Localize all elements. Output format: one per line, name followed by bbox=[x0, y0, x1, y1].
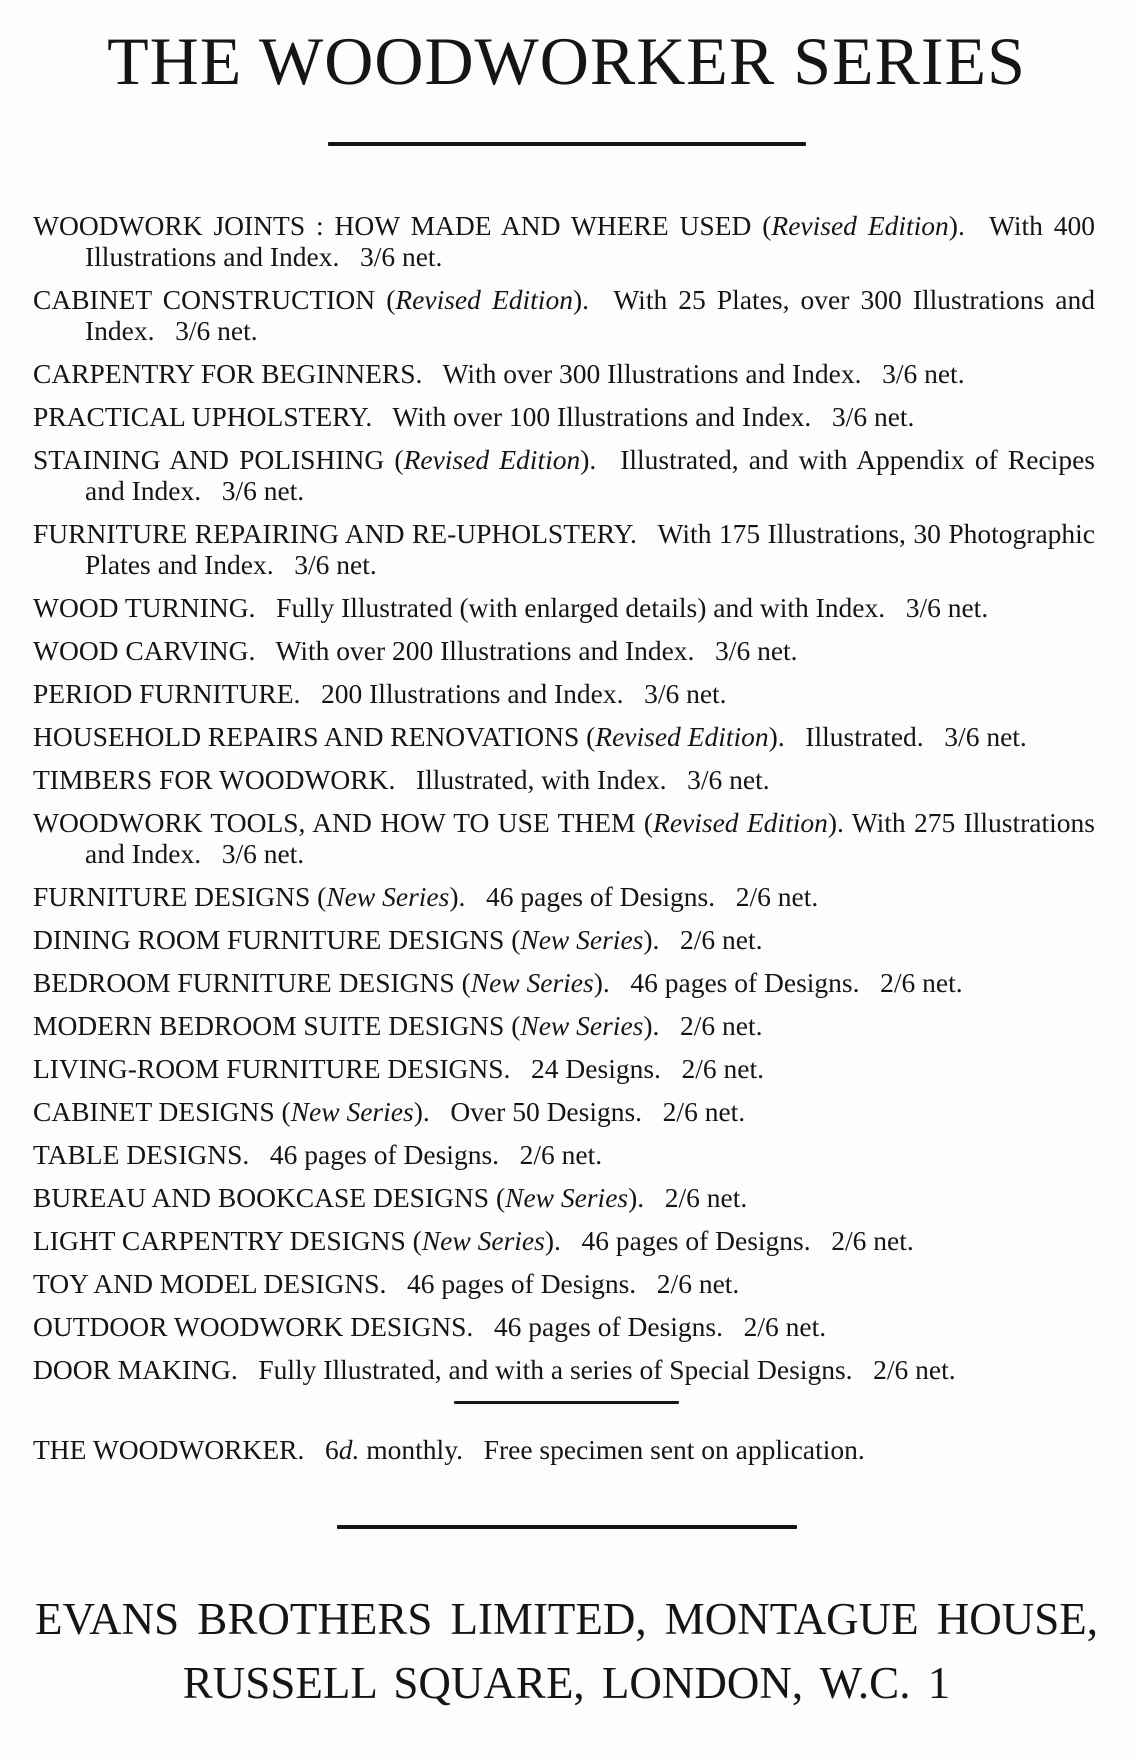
entry-text: STAINING AND POLISHING ( bbox=[33, 444, 404, 475]
entry-text: BUREAU AND BOOKCASE DESIGNS ( bbox=[33, 1182, 506, 1213]
entry-text: LIGHT CARPENTRY DESIGNS ( bbox=[33, 1225, 422, 1256]
entry-text: WOODWORK JOINTS : HOW MADE AND WHERE USED ( bbox=[33, 210, 772, 241]
entry-text: FURNITURE DESIGNS ( bbox=[33, 881, 327, 912]
edition-note: New Series bbox=[520, 924, 644, 955]
catalog-entry bbox=[33, 1354, 1095, 1385]
catalog-entry bbox=[33, 807, 1095, 869]
catalog-entry bbox=[33, 210, 1095, 272]
entry-text: FURNITURE REPAIRING AND RE-UPHOLSTERY. With 175 Illustrations, 30 Photographic Plates and Index. 3/6 net. bbox=[33, 518, 1095, 580]
catalog-entry bbox=[33, 358, 1095, 389]
entry-text: ). With 25 Plates, over 300 Illustrations and Index. 3/6 net. bbox=[85, 284, 1095, 346]
edition-note: Revised Edition bbox=[403, 444, 581, 475]
periodical-text: THE WOODWORKER. 6 bbox=[33, 1434, 339, 1465]
publisher-name-address: EVANS BROTHERS LIMITED, MONTAGUE HOUSE, bbox=[35, 1594, 1098, 1644]
publisher-city-line: RUSSELL SQUARE, LONDON, W.C. 1 bbox=[182, 1658, 951, 1708]
catalog-entry bbox=[33, 1139, 1095, 1170]
edition-note: Revised Edition bbox=[595, 721, 769, 752]
entry-text: PERIOD FURNITURE. 200 Illustrations and Index. 3/6 net. bbox=[33, 678, 727, 709]
entry-text: ). With 400 Illustrations and Index. 3/6 net. bbox=[85, 210, 1095, 272]
entry-text: LIVING-ROOM FURNITURE DESIGNS. 24 Designs. 2/6 net. bbox=[33, 1053, 765, 1084]
catalog-entry bbox=[33, 1096, 1095, 1127]
catalog-entry bbox=[33, 1010, 1095, 1041]
entry-text: CARPENTRY FOR BEGINNERS. With over 300 Illustrations and Index. 3/6 net. bbox=[33, 358, 965, 389]
entry-text: ). 46 pages of Designs. 2/6 net. bbox=[593, 967, 963, 998]
catalog-entry bbox=[33, 635, 1095, 666]
entry-text: CABINET CONSTRUCTION ( bbox=[33, 284, 396, 315]
entry-text: ). 46 pages of Designs. 2/6 net. bbox=[544, 1225, 914, 1256]
catalog-entry bbox=[33, 1225, 1095, 1256]
edition-note: New Series bbox=[290, 1096, 414, 1127]
entry-text: ). 2/6 net. bbox=[643, 1010, 763, 1041]
edition-note: d. bbox=[338, 1434, 360, 1465]
edition-note: New Series bbox=[505, 1182, 629, 1213]
catalog-entry bbox=[33, 592, 1095, 623]
entry-text: ). 2/6 net. bbox=[628, 1182, 748, 1213]
entry-text: ). Illustrated, and with Appendix of Recipes and Index. 3/6 net. bbox=[85, 444, 1095, 506]
catalog-entry bbox=[33, 1053, 1095, 1084]
catalog-list bbox=[33, 210, 1095, 1385]
catalog-entry bbox=[33, 678, 1095, 709]
catalog-entry bbox=[33, 444, 1095, 506]
periodical-text: monthly. Free specimen sent on application. bbox=[359, 1434, 865, 1465]
entry-text: CABINET DESIGNS ( bbox=[33, 1096, 291, 1127]
edition-note: New Series bbox=[421, 1225, 545, 1256]
catalog-entry bbox=[33, 1182, 1095, 1213]
entries-end-rule bbox=[454, 1401, 679, 1404]
entry-text: TOY AND MODEL DESIGNS. 46 pages of Designs. 2/6 net. bbox=[33, 1268, 740, 1299]
edition-note: New Series bbox=[326, 881, 450, 912]
catalog-entry bbox=[33, 721, 1095, 752]
entry-text: HOUSEHOLD REPAIRS AND RENOVATIONS ( bbox=[33, 721, 596, 752]
catalog-entry bbox=[33, 1268, 1095, 1299]
catalog-entry bbox=[33, 1311, 1095, 1342]
entry-text: WOOD TURNING. Fully Illustrated (with enlarged details) and with Index. 3/6 net. bbox=[33, 592, 989, 623]
entry-text: TABLE DESIGNS. 46 pages of Designs. 2/6 net. bbox=[33, 1139, 603, 1170]
edition-note: Revised Edition bbox=[771, 210, 949, 241]
entry-text: ). 2/6 net. bbox=[643, 924, 763, 955]
entry-text: OUTDOOR WOODWORK DESIGNS. 46 pages of Designs. 2/6 net. bbox=[33, 1311, 827, 1342]
catalog-entry bbox=[33, 967, 1095, 998]
entry-text: ). With 275 Illustrations and Index. 3/6 net. bbox=[85, 807, 1095, 869]
page-title: THE WOODWORKER SERIES bbox=[107, 23, 1026, 99]
entry-text: DOOR MAKING. Fully Illustrated, and with a series of Special Designs. 2/6 net. bbox=[33, 1354, 956, 1385]
entry-text: PRACTICAL UPHOLSTERY. With over 100 Illustrations and Index. 3/6 net. bbox=[33, 401, 915, 432]
entry-text: WOODWORK TOOLS, AND HOW TO USE THEM ( bbox=[33, 807, 654, 838]
entry-text: ). Over 50 Designs. 2/6 net. bbox=[413, 1096, 746, 1127]
entry-text: BEDROOM FURNITURE DESIGNS ( bbox=[33, 967, 471, 998]
publisher-divider-rule bbox=[337, 1525, 797, 1529]
edition-note: Revised Edition bbox=[395, 284, 573, 315]
catalog-entry bbox=[33, 518, 1095, 580]
entry-text: ). 46 pages of Designs. 2/6 net. bbox=[449, 881, 819, 912]
edition-note: New Series bbox=[520, 1010, 644, 1041]
catalog-entry bbox=[33, 924, 1095, 955]
publisher-imprint bbox=[0, 1587, 1133, 1715]
entry-text: DINING ROOM FURNITURE DESIGNS ( bbox=[33, 924, 521, 955]
catalog-entry bbox=[33, 401, 1095, 432]
entry-text: ). Illustrated. 3/6 net. bbox=[768, 721, 1027, 752]
periodical-line bbox=[33, 1434, 1095, 1465]
entry-text: MODERN BEDROOM SUITE DESIGNS ( bbox=[33, 1010, 521, 1041]
catalog-entry bbox=[33, 284, 1095, 346]
edition-note: New Series bbox=[470, 967, 594, 998]
edition-note: Revised Edition bbox=[653, 807, 828, 838]
entry-text: TIMBERS FOR WOODWORK. Illustrated, with Index. 3/6 net. bbox=[33, 764, 770, 795]
entry-text: WOOD CARVING. With over 200 Illustrations and Index. 3/6 net. bbox=[33, 635, 798, 666]
title-divider-rule bbox=[328, 142, 806, 146]
catalog-entry bbox=[33, 881, 1095, 912]
catalog-entry bbox=[33, 764, 1095, 795]
